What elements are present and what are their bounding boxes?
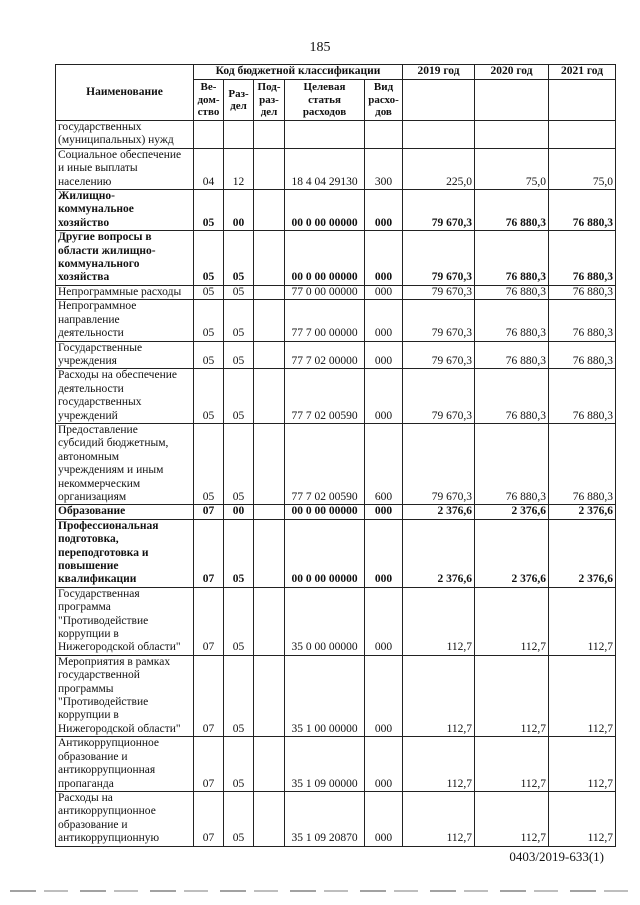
page-number: 185 xyxy=(309,40,331,55)
header-razdel: Раз- дел xyxy=(224,80,254,121)
cell-vedomstvo: 07 xyxy=(194,587,224,655)
cell-vid: 000 xyxy=(365,791,403,846)
cell-vid: 000 xyxy=(365,190,403,231)
cell-2020: 76 880,3 xyxy=(475,190,549,231)
cell-razdel: 05 xyxy=(224,655,254,736)
cell-vedomstvo: 04 xyxy=(194,148,224,189)
cell-name: Государственные учреждения xyxy=(56,341,194,369)
header-2020: 2020 год xyxy=(475,65,549,80)
cell-vedomstvo xyxy=(194,121,224,149)
cell-podrazdel xyxy=(254,231,285,286)
cell-2019: 2 376,6 xyxy=(403,505,475,519)
cell-podrazdel xyxy=(254,791,285,846)
cell-podrazdel xyxy=(254,505,285,519)
cell-target xyxy=(285,121,365,149)
cell-target: 35 1 09 20870 xyxy=(285,791,365,846)
cell-vid: 000 xyxy=(365,505,403,519)
cell-razdel: 12 xyxy=(224,148,254,189)
cell-name: Антикоррупционное образование и антикоррупционная пропаганда xyxy=(56,737,194,792)
cell-vid: 600 xyxy=(365,423,403,504)
header-2019-empty xyxy=(403,80,475,121)
cell-vid: 000 xyxy=(365,655,403,736)
cell-podrazdel xyxy=(254,519,285,587)
cell-target: 77 0 00 00000 xyxy=(285,285,365,299)
cell-vedomstvo: 05 xyxy=(194,341,224,369)
cell-target: 00 0 00 00000 xyxy=(285,519,365,587)
cell-razdel: 05 xyxy=(224,231,254,286)
cell-vid: 000 xyxy=(365,519,403,587)
header-2021: 2021 год xyxy=(549,65,616,80)
cell-2021: 75,0 xyxy=(549,148,616,189)
cell-podrazdel xyxy=(254,369,285,424)
cell-podrazdel xyxy=(254,300,285,341)
cell-2021: 2 376,6 xyxy=(549,505,616,519)
cell-vid: 300 xyxy=(365,148,403,189)
cell-2020: 76 880,3 xyxy=(475,369,549,424)
table-row xyxy=(56,121,616,149)
cell-2019: 112,7 xyxy=(403,587,475,655)
cell-2020: 2 376,6 xyxy=(475,519,549,587)
cell-2020: 112,7 xyxy=(475,791,549,846)
cell-vedomstvo: 07 xyxy=(194,505,224,519)
budget-table xyxy=(55,64,616,847)
cell-name: Мероприятия в рамках государственной программы "Противодействие коррупции в Нижегородской области" xyxy=(56,655,194,736)
cell-target: 35 1 09 00000 xyxy=(285,737,365,792)
table-row xyxy=(56,791,616,846)
cell-razdel: 05 xyxy=(224,341,254,369)
cell-name: Образование xyxy=(56,505,194,519)
cell-razdel: 05 xyxy=(224,737,254,792)
cell-2021: 2 376,6 xyxy=(549,519,616,587)
cell-vedomstvo: 07 xyxy=(194,655,224,736)
table-header xyxy=(56,65,616,121)
cell-2021: 112,7 xyxy=(549,655,616,736)
cell-2020: 76 880,3 xyxy=(475,300,549,341)
cell-razdel: 05 xyxy=(224,285,254,299)
cell-2019: 79 670,3 xyxy=(403,423,475,504)
cell-name: Социальное обеспечение и иные выплаты населению xyxy=(56,148,194,189)
cell-razdel: 05 xyxy=(224,791,254,846)
cell-2020: 2 376,6 xyxy=(475,505,549,519)
document-code: 0403/2019-633(1) xyxy=(509,849,604,864)
cell-vid xyxy=(365,121,403,149)
cell-name: Жилищно- коммунальное хозяйство xyxy=(56,190,194,231)
cell-2020: 76 880,3 xyxy=(475,231,549,286)
cell-razdel: 05 xyxy=(224,587,254,655)
cell-vedomstvo: 05 xyxy=(194,285,224,299)
cell-vedomstvo: 05 xyxy=(194,300,224,341)
table-row xyxy=(56,148,616,189)
cell-podrazdel xyxy=(254,190,285,231)
cell-podrazdel xyxy=(254,148,285,189)
cell-name: Государственная программа "Противодействие коррупции в Нижегородской области" xyxy=(56,587,194,655)
cell-name: государственных (муниципальных) нужд xyxy=(56,121,194,149)
cell-2021: 76 880,3 xyxy=(549,423,616,504)
cell-target: 35 1 00 00000 xyxy=(285,655,365,736)
cell-podrazdel xyxy=(254,655,285,736)
table-row xyxy=(56,231,616,286)
cell-name: Непрограммные расходы xyxy=(56,285,194,299)
table-row xyxy=(56,587,616,655)
cell-podrazdel xyxy=(254,737,285,792)
cell-target: 35 0 00 00000 xyxy=(285,587,365,655)
cell-2019: 112,7 xyxy=(403,655,475,736)
cell-vid: 000 xyxy=(365,285,403,299)
cell-target: 00 0 00 00000 xyxy=(285,190,365,231)
table-row xyxy=(56,519,616,587)
table-row xyxy=(56,423,616,504)
cell-razdel: 00 xyxy=(224,505,254,519)
cell-podrazdel xyxy=(254,341,285,369)
cell-2019: 79 670,3 xyxy=(403,285,475,299)
cell-2021 xyxy=(549,121,616,149)
cell-podrazdel xyxy=(254,285,285,299)
cell-podrazdel xyxy=(254,121,285,149)
header-vedomstvo: Ве- дом- ство xyxy=(194,80,224,121)
cell-razdel: 05 xyxy=(224,423,254,504)
cell-vedomstvo: 07 xyxy=(194,737,224,792)
cell-2021: 112,7 xyxy=(549,737,616,792)
cell-2019: 79 670,3 xyxy=(403,369,475,424)
cell-vedomstvo: 07 xyxy=(194,791,224,846)
cell-2019: 79 670,3 xyxy=(403,341,475,369)
cell-2019: 112,7 xyxy=(403,791,475,846)
cell-podrazdel xyxy=(254,587,285,655)
cell-target: 77 7 02 00590 xyxy=(285,369,365,424)
cell-2020: 76 880,3 xyxy=(475,423,549,504)
cell-2019 xyxy=(403,121,475,149)
table-row xyxy=(56,190,616,231)
header-code-group: Код бюджетной классификации xyxy=(194,65,403,80)
table-row xyxy=(56,655,616,736)
cell-2020: 76 880,3 xyxy=(475,285,549,299)
header-target: Целевая статья расходов xyxy=(285,80,365,121)
table-row xyxy=(56,285,616,299)
cell-razdel: 05 xyxy=(224,519,254,587)
cell-name: Расходы на антикоррупционное образование и антикоррупционную xyxy=(56,791,194,846)
cell-razdel: 05 xyxy=(224,300,254,341)
cell-vedomstvo: 05 xyxy=(194,423,224,504)
cell-2020: 76 880,3 xyxy=(475,341,549,369)
table-row xyxy=(56,737,616,792)
table-row xyxy=(56,341,616,369)
header-2021-empty xyxy=(549,80,616,121)
header-2019: 2019 год xyxy=(403,65,475,80)
cell-2020: 75,0 xyxy=(475,148,549,189)
table-row xyxy=(56,300,616,341)
header-name: Наименование xyxy=(56,65,194,121)
cell-2021: 76 880,3 xyxy=(549,300,616,341)
header-podrazdel: Под- раз- дел xyxy=(254,80,285,121)
cell-vid: 000 xyxy=(365,300,403,341)
cell-target: 18 4 04 29130 xyxy=(285,148,365,189)
cell-2019: 2 376,6 xyxy=(403,519,475,587)
header-vid: Вид расхо- дов xyxy=(365,80,403,121)
cell-2019: 79 670,3 xyxy=(403,190,475,231)
cell-2019: 79 670,3 xyxy=(403,231,475,286)
cell-2021: 76 880,3 xyxy=(549,341,616,369)
cell-vid: 000 xyxy=(365,369,403,424)
cell-2021: 76 880,3 xyxy=(549,369,616,424)
cell-2020: 112,7 xyxy=(475,655,549,736)
cell-name: Расходы на обеспечение деятельности государственных учреждений xyxy=(56,369,194,424)
cell-name: Предоставление субсидий бюджетным, автономным учреждениям и иным некоммерческим организациям xyxy=(56,423,194,504)
cell-2019: 112,7 xyxy=(403,737,475,792)
cell-razdel: 05 xyxy=(224,369,254,424)
cell-name: Другие вопросы в области жилищно- коммунального хозяйства xyxy=(56,231,194,286)
cell-target: 77 7 00 00000 xyxy=(285,300,365,341)
cell-2020: 112,7 xyxy=(475,737,549,792)
cell-podrazdel xyxy=(254,423,285,504)
table-row xyxy=(56,369,616,424)
cell-target: 77 7 02 00000 xyxy=(285,341,365,369)
cell-2021: 112,7 xyxy=(549,587,616,655)
cell-2019: 225,0 xyxy=(403,148,475,189)
cell-razdel: 00 xyxy=(224,190,254,231)
cell-2021: 76 880,3 xyxy=(549,231,616,286)
cell-target: 00 0 00 00000 xyxy=(285,505,365,519)
cell-2020: 112,7 xyxy=(475,587,549,655)
cell-2021: 76 880,3 xyxy=(549,190,616,231)
cell-2021: 112,7 xyxy=(549,791,616,846)
cell-name: Непрограммное направление деятельности xyxy=(56,300,194,341)
cell-2020 xyxy=(475,121,549,149)
scan-artifact-line xyxy=(10,890,630,892)
cell-vid: 000 xyxy=(365,341,403,369)
cell-vid: 000 xyxy=(365,587,403,655)
cell-2021: 76 880,3 xyxy=(549,285,616,299)
table-body xyxy=(56,121,616,847)
cell-name: Профессиональная подготовка, переподготовка и повышение квалификации xyxy=(56,519,194,587)
cell-vedomstvo: 05 xyxy=(194,190,224,231)
cell-vid: 000 xyxy=(365,231,403,286)
cell-2019: 79 670,3 xyxy=(403,300,475,341)
cell-vedomstvo: 05 xyxy=(194,369,224,424)
cell-target: 77 7 02 00590 xyxy=(285,423,365,504)
table-row xyxy=(56,505,616,519)
cell-target: 00 0 00 00000 xyxy=(285,231,365,286)
header-2020-empty xyxy=(475,80,549,121)
cell-razdel xyxy=(224,121,254,149)
cell-vid: 000 xyxy=(365,737,403,792)
cell-vedomstvo: 05 xyxy=(194,231,224,286)
cell-vedomstvo: 07 xyxy=(194,519,224,587)
